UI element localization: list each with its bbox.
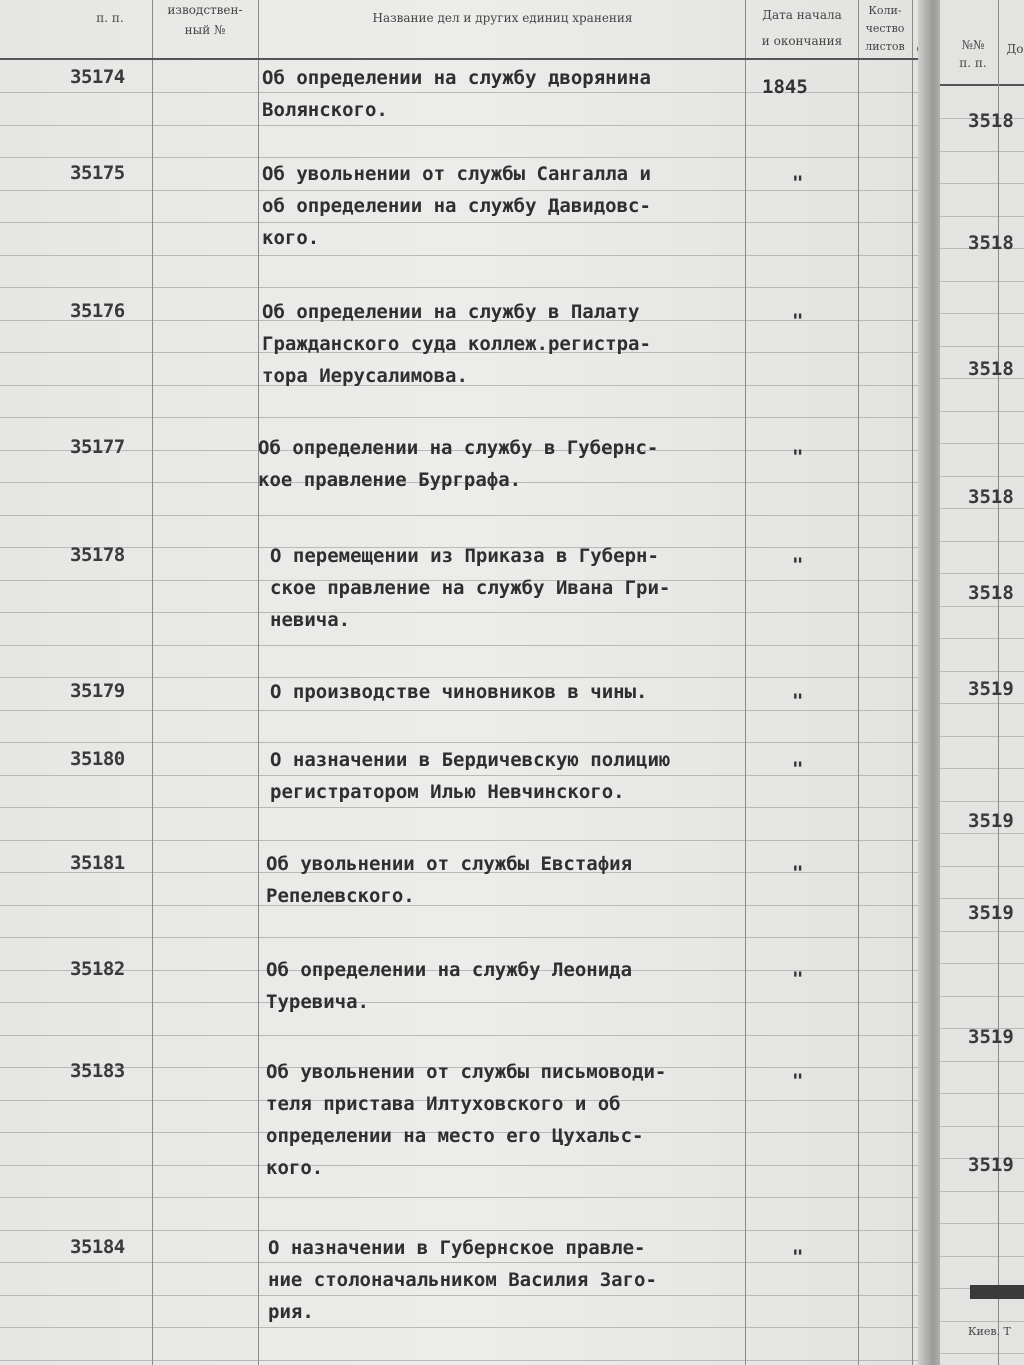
adjacent-row-number: 3519: [968, 1026, 1014, 1048]
adjacent-ruled-line: [940, 801, 1024, 802]
row-title: Об увольнении от службы Евстафия Репелевского.: [266, 853, 633, 907]
ruled-line: [0, 417, 930, 418]
adjacent-ruled-line: [940, 1223, 1024, 1224]
row-date: ": [792, 172, 804, 194]
adjacent-ruled-line: [940, 216, 1024, 217]
adjacent-ruled-line: [940, 281, 1024, 282]
adjacent-ruled-line: [940, 638, 1024, 639]
row-date: ": [792, 1246, 804, 1268]
ruled-line: [0, 515, 930, 516]
adjacent-ruled-line: [940, 541, 1024, 542]
row-title: О перемещении из Приказа в Губерн- ское правление на службу Ивана Гри- невича.: [270, 545, 671, 631]
ruled-line: [0, 1035, 930, 1036]
ruled-line: [0, 287, 930, 288]
header-prod-number: изводствен- ный №: [167, 3, 243, 37]
row-title: Об увольнении от службы письмоводи- теля пристава Илтуховского и об определении на место его Цухальс- кого.: [266, 1061, 667, 1179]
adjacent-ruled-line: [940, 768, 1024, 769]
row-number: 35177: [70, 436, 125, 458]
row-number: 35183: [70, 1060, 125, 1082]
adjacent-ruled-line: [940, 1321, 1024, 1322]
row-title: О назначении в Бердичевскую полицию регистратором Илью Невчинского.: [270, 749, 671, 803]
ruled-line: [0, 710, 930, 711]
row-title: О производстве чиновников в чины.: [270, 681, 648, 703]
adjacent-ruled-line: [940, 151, 1024, 152]
adjacent-ruled-line: [940, 833, 1024, 834]
row-date: ": [792, 758, 804, 780]
adjacent-ruled-line: [940, 1353, 1024, 1354]
adjacent-ruled-line: [940, 508, 1024, 509]
adjacent-row-number: 3519: [968, 902, 1014, 924]
ruled-line: [0, 742, 930, 743]
ruled-line: [0, 840, 930, 841]
adjacent-header-extra: До: [1006, 42, 1024, 56]
adjacent-row-number: 3518: [968, 582, 1014, 604]
adjacent-row-number: 3519: [968, 1154, 1014, 1176]
ruled-line: [0, 255, 930, 256]
adjacent-header-num: №№ п. п.: [959, 38, 987, 70]
adjacent-ruled-line: [940, 866, 1024, 867]
row-date: ": [792, 968, 804, 990]
adjacent-ruled-line: [940, 411, 1024, 412]
row-title: О назначении в Губернское правле- ние столоначальником Василия Заго- рия.: [268, 1237, 657, 1323]
row-number: 35184: [70, 1236, 125, 1258]
row-number: 35175: [70, 162, 125, 184]
row-number: 35179: [70, 680, 125, 702]
row-title: Об определении на службу Леонида Туревича.: [266, 959, 633, 1013]
row-title: Об определении на службу в Губернс- кое правление Бурграфа.: [258, 437, 659, 491]
row-number: 35176: [70, 300, 125, 322]
adjacent-ruled-line: [940, 963, 1024, 964]
adjacent-ruled-line: [940, 1256, 1024, 1257]
adjacent-ruled-line: [940, 476, 1024, 477]
adjacent-ruled-line: [940, 1191, 1024, 1192]
adjacent-row-number: 3519: [968, 678, 1014, 700]
column-divider: [152, 0, 153, 1365]
adjacent-header-divider: [940, 84, 1024, 86]
adjacent-ruled-line: [940, 931, 1024, 932]
row-date: ": [792, 310, 804, 332]
adjacent-row-number: 3519: [968, 810, 1014, 832]
row-date: ": [792, 690, 804, 712]
adjacent-stamp-bar: [970, 1285, 1024, 1299]
row-title: Об определении на службу дворянина Волянского.: [262, 67, 651, 121]
adjacent-ruled-line: [940, 736, 1024, 737]
adjacent-ruled-line: [940, 671, 1024, 672]
row-title: Об определении на службу в Палату Гражданского суда коллеж.регистра- тора Иерусалимова.: [262, 301, 651, 387]
ruled-line: [0, 1360, 930, 1361]
adjacent-ruled-line: [940, 443, 1024, 444]
column-divider: [258, 0, 259, 1365]
row-number: 35178: [70, 544, 125, 566]
adjacent-ruled-line: [940, 703, 1024, 704]
row-date: 1845: [762, 76, 808, 98]
header-sheet-count: Коли- чество листов: [865, 4, 905, 53]
adjacent-row-number: 3518: [968, 486, 1014, 508]
header-num: п. п.: [96, 11, 124, 25]
adjacent-ruled-line: [940, 606, 1024, 607]
adjacent-ruled-line: [940, 573, 1024, 574]
adjacent-row-number: 3518: [968, 110, 1014, 132]
ruled-line: [0, 937, 930, 938]
row-title: Об увольнении от службы Сангалла и об определении на службу Давидовс- кого.: [262, 163, 651, 249]
adjacent-row-number: 3518: [968, 358, 1014, 380]
adjacent-ruled-line: [940, 1093, 1024, 1094]
adjacent-ruled-line: [940, 183, 1024, 184]
header-divider: [0, 58, 930, 60]
column-divider: [912, 0, 913, 1365]
adjacent-page: [940, 0, 1024, 1365]
row-date: ": [792, 446, 804, 468]
adjacent-ruled-line: [940, 313, 1024, 314]
header-date: Дата начала и окончания: [761, 8, 843, 48]
adjacent-ruled-line: [940, 996, 1024, 997]
ruled-line: [0, 1230, 930, 1231]
row-number: 35182: [70, 958, 125, 980]
adjacent-footer: Киев. Т: [968, 1325, 1011, 1338]
ruled-line: [0, 645, 930, 646]
row-date: ": [792, 554, 804, 576]
adjacent-ruled-line: [940, 1126, 1024, 1127]
adjacent-ruled-line: [940, 1061, 1024, 1062]
adjacent-ruled-line: [940, 346, 1024, 347]
row-number: 35181: [70, 852, 125, 874]
column-divider: [858, 0, 859, 1365]
ruled-line: [0, 1197, 930, 1198]
adjacent-ruled-line: [940, 898, 1024, 899]
row-number: 35174: [70, 66, 125, 88]
row-date: ": [792, 862, 804, 884]
header-title: Название дел и других единиц хранения: [372, 11, 633, 25]
row-date: ": [792, 1070, 804, 1092]
adjacent-row-number: 3518: [968, 232, 1014, 254]
row-number: 35180: [70, 748, 125, 770]
